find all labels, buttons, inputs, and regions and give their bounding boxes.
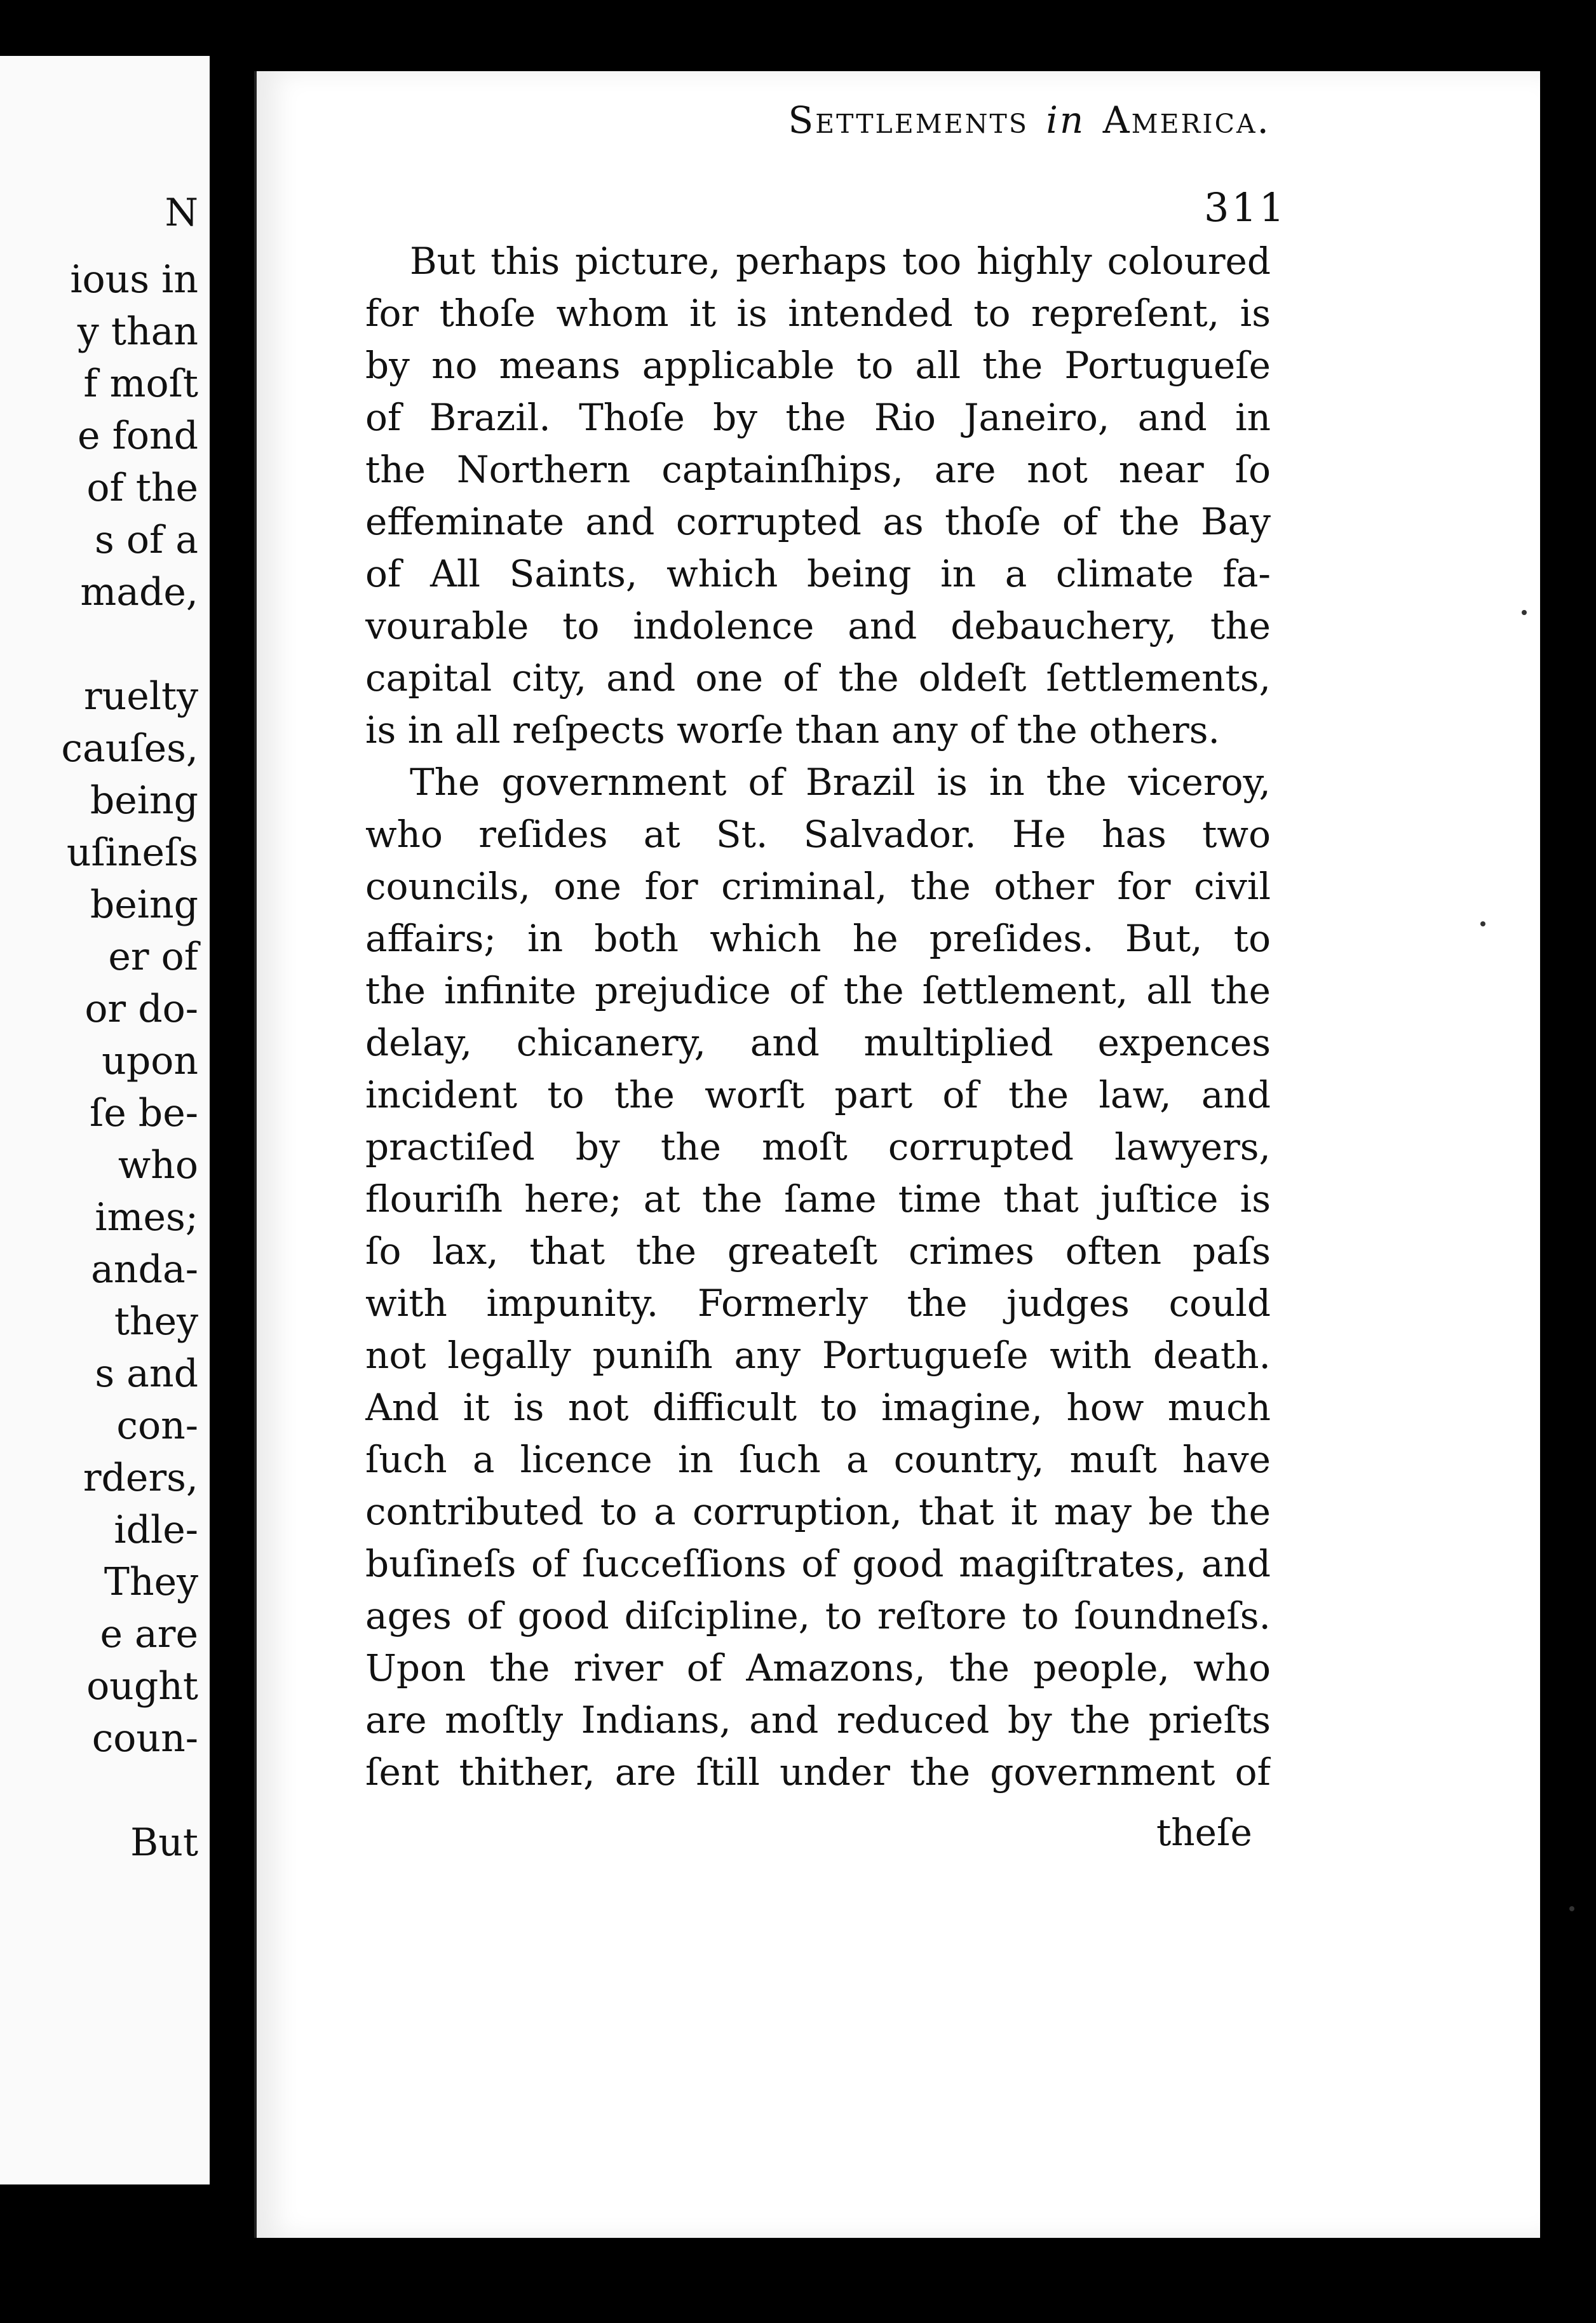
body-line: And it is not difficult to imagine, how much: [365, 1386, 1271, 1429]
left-page-line: imes;: [95, 1195, 198, 1240]
left-page-line: who: [118, 1143, 198, 1188]
left-page-line: e fond: [78, 414, 198, 458]
left-page-line: cauſes,: [61, 726, 198, 771]
left-page-line: They: [104, 1560, 198, 1604]
body-text: [365, 235, 1271, 1798]
left-page-line: ruelty: [83, 674, 198, 719]
body-line: practiſed by the moſt corrupted lawyers,: [365, 1125, 1271, 1168]
speck: [1480, 921, 1485, 926]
running-head-part2: in: [1046, 98, 1086, 142]
body-line: buſineſs of ſucceſſions of good magiſtrates, and: [365, 1542, 1271, 1585]
left-page-line: being: [90, 778, 198, 823]
left-page-line: of the: [86, 466, 198, 510]
left-page-line: con-: [116, 1404, 198, 1448]
left-page-line: upon: [102, 1039, 198, 1083]
left-page-line: e are: [100, 1612, 198, 1656]
body-line: by no means applicable to all the Portugueſe: [365, 344, 1271, 387]
left-page-line: or do-: [85, 987, 198, 1031]
body-line: with impunity. Formerly the judges could: [365, 1282, 1271, 1325]
body-line: of Brazil. Thoſe by the Rio Janeiro, and in: [365, 396, 1271, 439]
body-line: flouriſh here; at the ſame time that juſtice is: [365, 1177, 1271, 1221]
running-head-part3: America.: [1102, 98, 1271, 142]
left-page-line: f moſt: [83, 362, 198, 406]
body-line: ſo lax, that the greateſt crimes often paſs: [365, 1229, 1271, 1273]
body-line: councils, one for criminal, the other for civil: [365, 865, 1271, 908]
gutter: [210, 0, 254, 2323]
left-page-line: they: [114, 1299, 198, 1344]
body-line: incident to the worſt part of the law, and: [365, 1073, 1271, 1116]
body-line: who reſides at St. Salvador. He has two: [365, 813, 1271, 856]
left-page: [0, 56, 210, 2184]
left-page-line: ious in: [70, 257, 198, 302]
left-page-line: y than: [77, 309, 198, 354]
body-line: the Northern captainſhips, are not near ſo: [365, 448, 1271, 491]
body-line: not legally puniſh any Portugueſe with death.: [365, 1334, 1271, 1377]
running-head-part1: Settlements: [788, 98, 1029, 142]
page-number: 311: [1204, 184, 1287, 231]
left-page-line: ſe be-: [90, 1091, 198, 1135]
body-line: ſuch a licence in ſuch a country, muſt have: [365, 1438, 1271, 1481]
body-line: the infinite prejudice of the ſettlement, all the: [365, 969, 1271, 1012]
left-page-line: N: [165, 191, 198, 235]
left-page-line: coun-: [91, 1716, 198, 1761]
body-line: are moſtly Indians, and reduced by the prieſts: [365, 1698, 1271, 1742]
body-line: The government of Brazil is in the viceroy,: [410, 761, 1271, 804]
body-line: vourable to indolence and debauchery, the: [365, 604, 1271, 647]
left-page-line: s and: [95, 1351, 198, 1396]
body-line: capital city, and one of the oldeſt ſettlements,: [365, 656, 1271, 700]
body-line: affairs; in both which he preſides. But, to: [365, 917, 1271, 960]
left-page-line: rders,: [83, 1456, 198, 1500]
catchword: theſe: [1156, 1811, 1252, 1854]
body-line: ſent thither, are ſtill under the government of: [365, 1751, 1271, 1794]
left-page-line: ought: [86, 1664, 198, 1709]
speck: [1522, 610, 1527, 615]
body-line: contributed to a corruption, that it may be the: [365, 1490, 1271, 1533]
left-page-line: idle-: [114, 1508, 198, 1552]
body-line: for thoſe whom it is intended to repreſent, is: [365, 292, 1271, 335]
body-line: effeminate and corrupted as thoſe of the Bay: [365, 500, 1271, 543]
running-head: [292, 98, 1271, 142]
body-line: is in all reſpects worſe than any of the others.: [365, 708, 1220, 752]
body-line: Upon the river of Amazons, the people, who: [365, 1646, 1271, 1690]
left-page-line: made,: [80, 570, 198, 614]
left-page-line: uſineſs: [66, 830, 198, 875]
left-page-line: er of: [108, 935, 198, 979]
left-page-line: being: [90, 883, 198, 927]
left-page-line: anda-: [91, 1247, 198, 1292]
body-line: But this picture, perhaps too highly coloured: [410, 240, 1271, 283]
body-line: of All Saints, which being in a climate fa-: [365, 552, 1271, 595]
speck: [1569, 1906, 1574, 1911]
left-page-line: But: [130, 1820, 198, 1865]
body-line: ages of good diſcipline, to reſtore to ſoundneſs.: [365, 1594, 1271, 1637]
left-page-line: s of a: [94, 518, 198, 562]
body-line: delay, chicanery, and multiplied expences: [365, 1021, 1271, 1064]
